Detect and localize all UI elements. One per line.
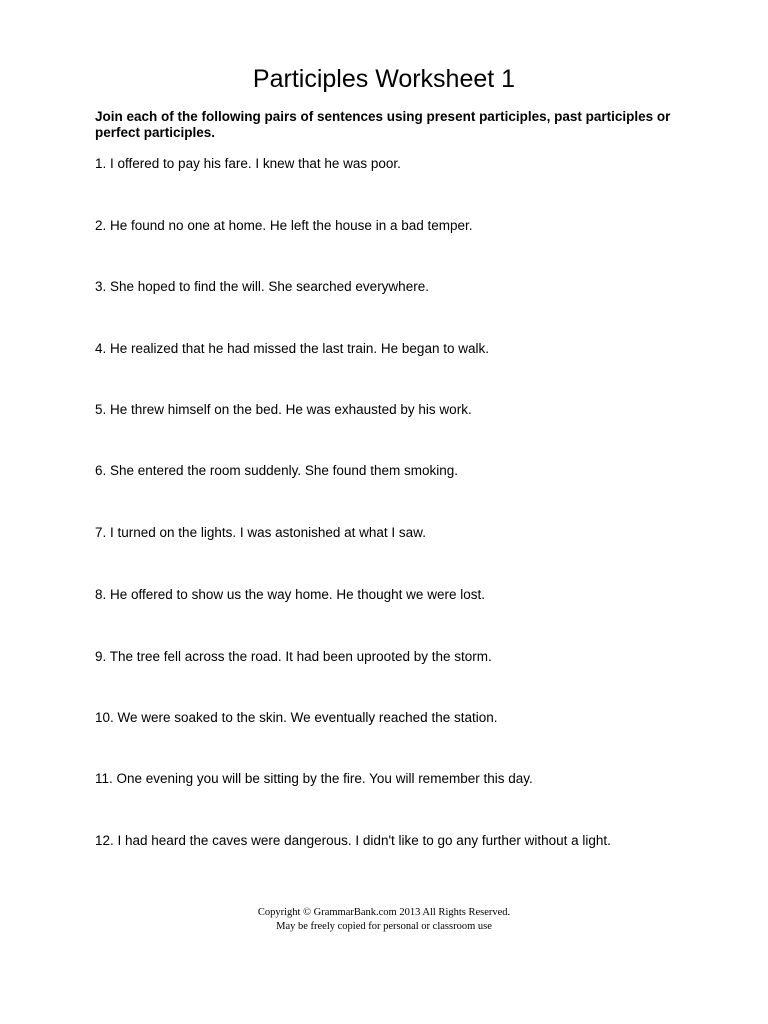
exercise-item-9: 9. The tree fell across the road. It had been uprooted by the storm. (95, 649, 492, 664)
exercise-item-6: 6. She entered the room suddenly. She found them smoking. (95, 463, 458, 478)
usage-line: May be freely copied for personal or classroom use (276, 920, 492, 932)
exercise-item-2: 2. He found no one at home. He left the house in a bad temper. (95, 218, 473, 233)
exercise-item-3: 3. She hoped to find the will. She searched everywhere. (95, 279, 429, 294)
page-title: Participles Worksheet 1 (252, 65, 516, 93)
exercise-item-4: 4. He realized that he had missed the last train. He began to walk. (95, 341, 489, 356)
instructions: Join each of the following pairs of sentences using present participles, past participles or perfect participles. (95, 109, 671, 140)
exercise-item-1: 1. I offered to pay his fare. I knew that he was poor. (95, 156, 401, 171)
exercise-item-5: 5. He threw himself on the bed. He was exhausted by his work. (95, 402, 472, 417)
exercise-item-10: 10. We were soaked to the skin. We eventually reached the station. (95, 710, 498, 725)
exercise-item-8: 8. He offered to show us the way home. He thought we were lost. (95, 587, 485, 602)
copyright-footer (0, 906, 768, 933)
exercise-item-11: 11. One evening you will be sitting by the fire. You will remember this day. (95, 771, 533, 786)
copyright-line: Copyright © GrammarBank.com 2013 All Rights Reserved. (257, 907, 511, 918)
exercise-item-12: 12. I had heard the caves were dangerous. I didn't like to go any further without a light. (95, 833, 611, 848)
exercise-item-7: 7. I turned on the lights. I was astonished at what I saw. (95, 525, 426, 540)
